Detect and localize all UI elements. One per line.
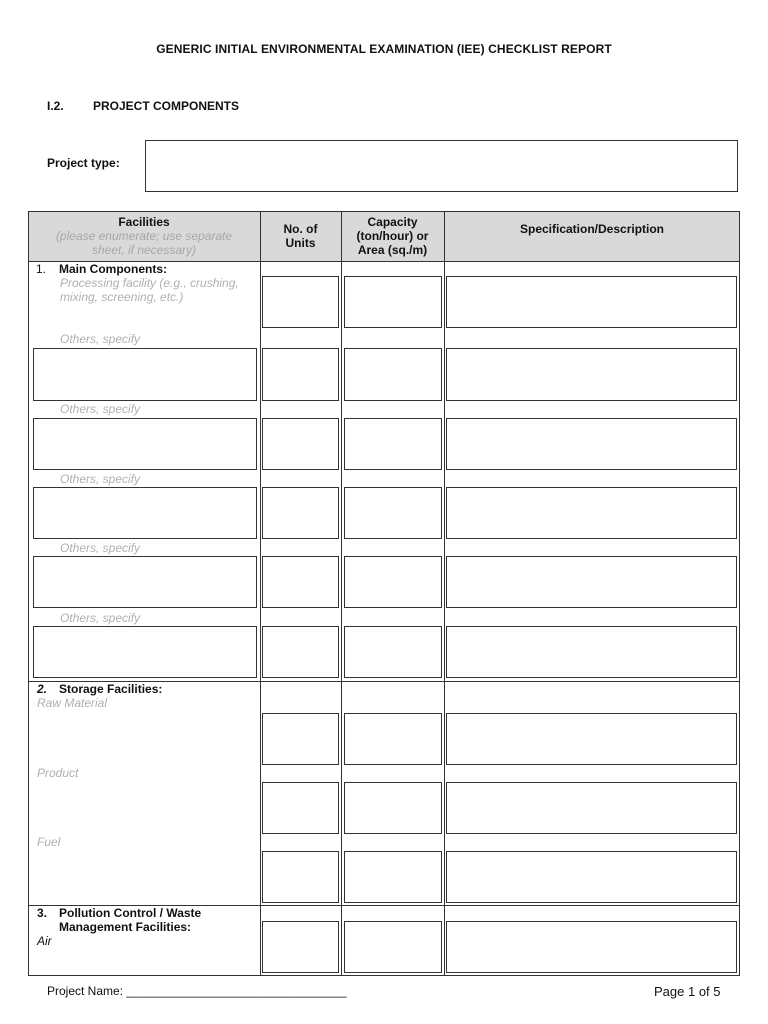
capacity-field[interactable]: [344, 348, 442, 401]
specification-field[interactable]: [446, 713, 737, 765]
others-facility-field[interactable]: [33, 487, 257, 539]
col-header-units: No. of: [283, 222, 318, 236]
specification-field[interactable]: [446, 921, 737, 973]
col-header-facilities-note: (please enumerate; use separate: [55, 229, 233, 243]
capacity-field[interactable]: [344, 418, 442, 470]
capacity-field[interactable]: [344, 487, 442, 539]
column-divider: [341, 211, 342, 976]
col-header-units: Units: [285, 236, 316, 250]
raw-material-label: Raw Material: [37, 696, 108, 710]
specification-field[interactable]: [446, 348, 737, 401]
others-facility-field[interactable]: [33, 348, 257, 401]
units-field[interactable]: [262, 782, 339, 834]
column-divider: [444, 211, 445, 976]
page-number: Page 1 of 5: [654, 984, 721, 999]
others-specify-hint: Others, specify: [60, 472, 141, 486]
pollution-control-number: 3.: [37, 906, 48, 920]
specification-field[interactable]: [446, 556, 737, 608]
product-label: Product: [37, 766, 79, 780]
column-divider: [260, 211, 261, 976]
units-field[interactable]: [262, 626, 339, 678]
units-field[interactable]: [262, 921, 339, 973]
capacity-field[interactable]: [344, 556, 442, 608]
capacity-field[interactable]: [344, 851, 442, 903]
specification-field[interactable]: [446, 851, 737, 903]
main-components-title: Main Components:: [59, 262, 167, 276]
col-header-facilities: Facilities: [118, 215, 170, 229]
capacity-field[interactable]: [344, 713, 442, 765]
col-header-specification: Specification/Description: [519, 222, 665, 236]
storage-facilities-number: 2.: [37, 682, 48, 696]
pollution-control-title: Pollution Control / Waste: [59, 906, 202, 920]
capacity-field[interactable]: [344, 782, 442, 834]
col-header-capacity: Capacity: [367, 215, 418, 229]
col-header-capacity: (ton/hour) or: [356, 229, 429, 243]
units-field[interactable]: [262, 418, 339, 470]
processing-facility-hint: Processing facility (e.g., crushing,: [60, 276, 239, 290]
storage-facilities-title: Storage Facilities:: [59, 682, 163, 696]
project-type-label: Project type:: [47, 156, 120, 170]
others-specify-hint: Others, specify: [60, 402, 141, 416]
units-field[interactable]: [262, 556, 339, 608]
specification-field[interactable]: [446, 418, 737, 470]
section-title: PROJECT COMPONENTS: [93, 99, 240, 113]
units-field[interactable]: [262, 713, 339, 765]
specification-field[interactable]: [446, 626, 737, 678]
main-components-number: 1.: [36, 262, 47, 276]
air-label: Air: [37, 934, 52, 948]
others-specify-hint: Others, specify: [60, 611, 141, 625]
units-field[interactable]: [262, 851, 339, 903]
units-field[interactable]: [262, 348, 339, 401]
specification-field[interactable]: [446, 782, 737, 834]
fuel-label: Fuel: [37, 835, 61, 849]
col-header-facilities-note: sheet, if necessary): [91, 243, 197, 257]
capacity-field[interactable]: [344, 921, 442, 973]
processing-facility-hint: mixing, screening, etc.): [60, 290, 184, 304]
others-facility-field[interactable]: [33, 556, 257, 608]
units-field[interactable]: [262, 276, 339, 328]
capacity-field[interactable]: [344, 276, 442, 328]
specification-field[interactable]: [446, 276, 737, 328]
section-number: I.2.: [47, 99, 64, 113]
specification-field[interactable]: [446, 487, 737, 539]
capacity-field[interactable]: [344, 626, 442, 678]
others-facility-field[interactable]: [33, 418, 257, 470]
project-type-field[interactable]: [145, 140, 738, 192]
report-title: GENERIC INITIAL ENVIRONMENTAL EXAMINATION (IEE) CHECKLIST REPORT: [156, 42, 612, 56]
others-specify-hint: Others, specify: [60, 541, 141, 555]
others-facility-field[interactable]: [33, 626, 257, 678]
others-specify-hint: Others, specify: [60, 332, 141, 346]
col-header-capacity: Area (sq./m): [357, 243, 428, 257]
project-name-line: Project Name: _________________________________: [47, 984, 347, 998]
pollution-control-title: Management Facilities:: [59, 920, 192, 934]
units-field[interactable]: [262, 487, 339, 539]
